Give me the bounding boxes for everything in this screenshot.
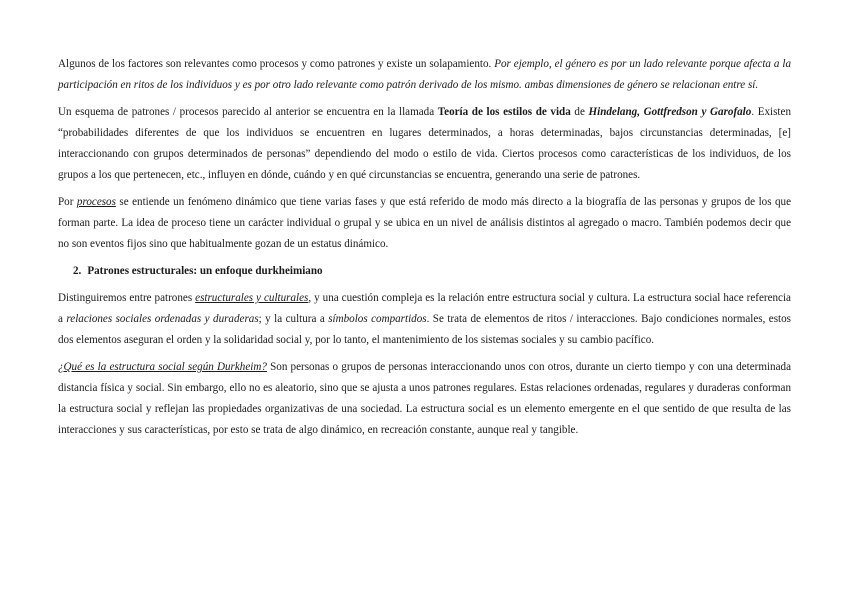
section-heading <box>73 261 791 282</box>
p1-text: Algunos de los factores son relevantes como procesos y como patrones y existe un solapamiento. <box>58 58 495 70</box>
p4-text-e: ; y la cultura a <box>258 313 329 325</box>
p2-text-a: Un esquema de patrones / procesos parecido al anterior se encuentra en la llamada <box>58 106 438 118</box>
p4-term-estructurales: estructurales y culturales <box>195 292 309 304</box>
p2-text-c: de <box>570 106 589 118</box>
document-page <box>58 54 791 447</box>
paragraph-solapamiento <box>58 54 791 96</box>
p3-text-c: se entiende un fenómeno dinámico que tiene varias fases y que está referido de modo más directo a la biografía de las personas y grupos de los que forman parte. La idea de proceso tiene un carácter individual o grupal y se ubica en un nivel de análisis distintos al agregado o macro. También podemos decir que no son eventos fijos sino que habitualmente gozan de un estatus dinámico. <box>58 196 792 250</box>
p2-authors-text: Hindelang, Gottfredson y Garofalo <box>588 106 752 118</box>
paragraph-patrones-estructurales <box>58 288 791 351</box>
p4-term-relaciones: relaciones sociales ordenadas y duraderas <box>66 313 259 325</box>
p4-text-a: Distinguiremos entre patrones <box>58 292 196 304</box>
p4-text-c: , y una cuestión compleja es la relación entre estructura social y cultura. La estructura social hace referencia a <box>58 292 791 325</box>
p4-term-simbolos: símbolos compartidos <box>328 313 427 325</box>
p2-authors <box>589 106 752 118</box>
p5-text-b: Son personas o grupos de personas interaccionando unos con otros, durante un cierto tiempo y con una determinada distancia física y social. Sin embargo, ello no es aleatorio, sino que se ajusta a unos patrones regulares. Estas relaciones ordenadas, regulares y duraderas conforman la estructura social y reflejan las propiedades organizativas de una sociedad. La estructura social es un elemento emergente en el que sentido de que resulta de las interacciones y sus características, por esto se trata de algo dinámico, en recreación constante, aunque real y tangible. <box>58 361 791 436</box>
paragraph-estilos-de-vida <box>58 102 791 186</box>
p2-theory-name: Teoría de los estilos de vida <box>437 106 571 118</box>
paragraph-estructura-durkheim <box>58 357 791 441</box>
section-title: Patrones estructurales: un enfoque durkheimiano <box>87 265 323 277</box>
section-number: 2. <box>73 265 82 277</box>
p3-text-a: Por <box>58 196 77 208</box>
p4-text-g: . Se trata de elementos de ritos / interacciones. Bajo condiciones normales, estos dos elementos aseguran el orden y la solidaridad social y, por lo tanto, el mantenimiento de los sistemas sociales y su cambio pacífico. <box>58 313 791 346</box>
paragraph-procesos <box>58 192 791 255</box>
p5-question: ¿Qué es la estructura social según Durkheim? <box>58 361 267 373</box>
p3-procesos-term: procesos <box>76 196 116 208</box>
p2-text-e: . Existen “probabilidades diferentes de que los individuos se encuentren en lugares determinados, a horas determinadas, bajos circunstancias determinadas, [e] interaccionando con grupos determinados de personas” dependiendo del modo o estilo de vida. Ciertos procesos como características de los individuos, de los grupos a los que pertenecen, etc., influyen en dónde, cuándo y en qué circunstancias se encuentra, generando una serie de patrones. <box>58 106 791 181</box>
p1-example: Por ejemplo, el género es por un lado relevante porque afecta a la participación en ritos de los individuos y es por otro lado relevante como patrón derivado de los mismo. ambas dimensiones de género se relacionan entre sí. <box>58 58 791 91</box>
